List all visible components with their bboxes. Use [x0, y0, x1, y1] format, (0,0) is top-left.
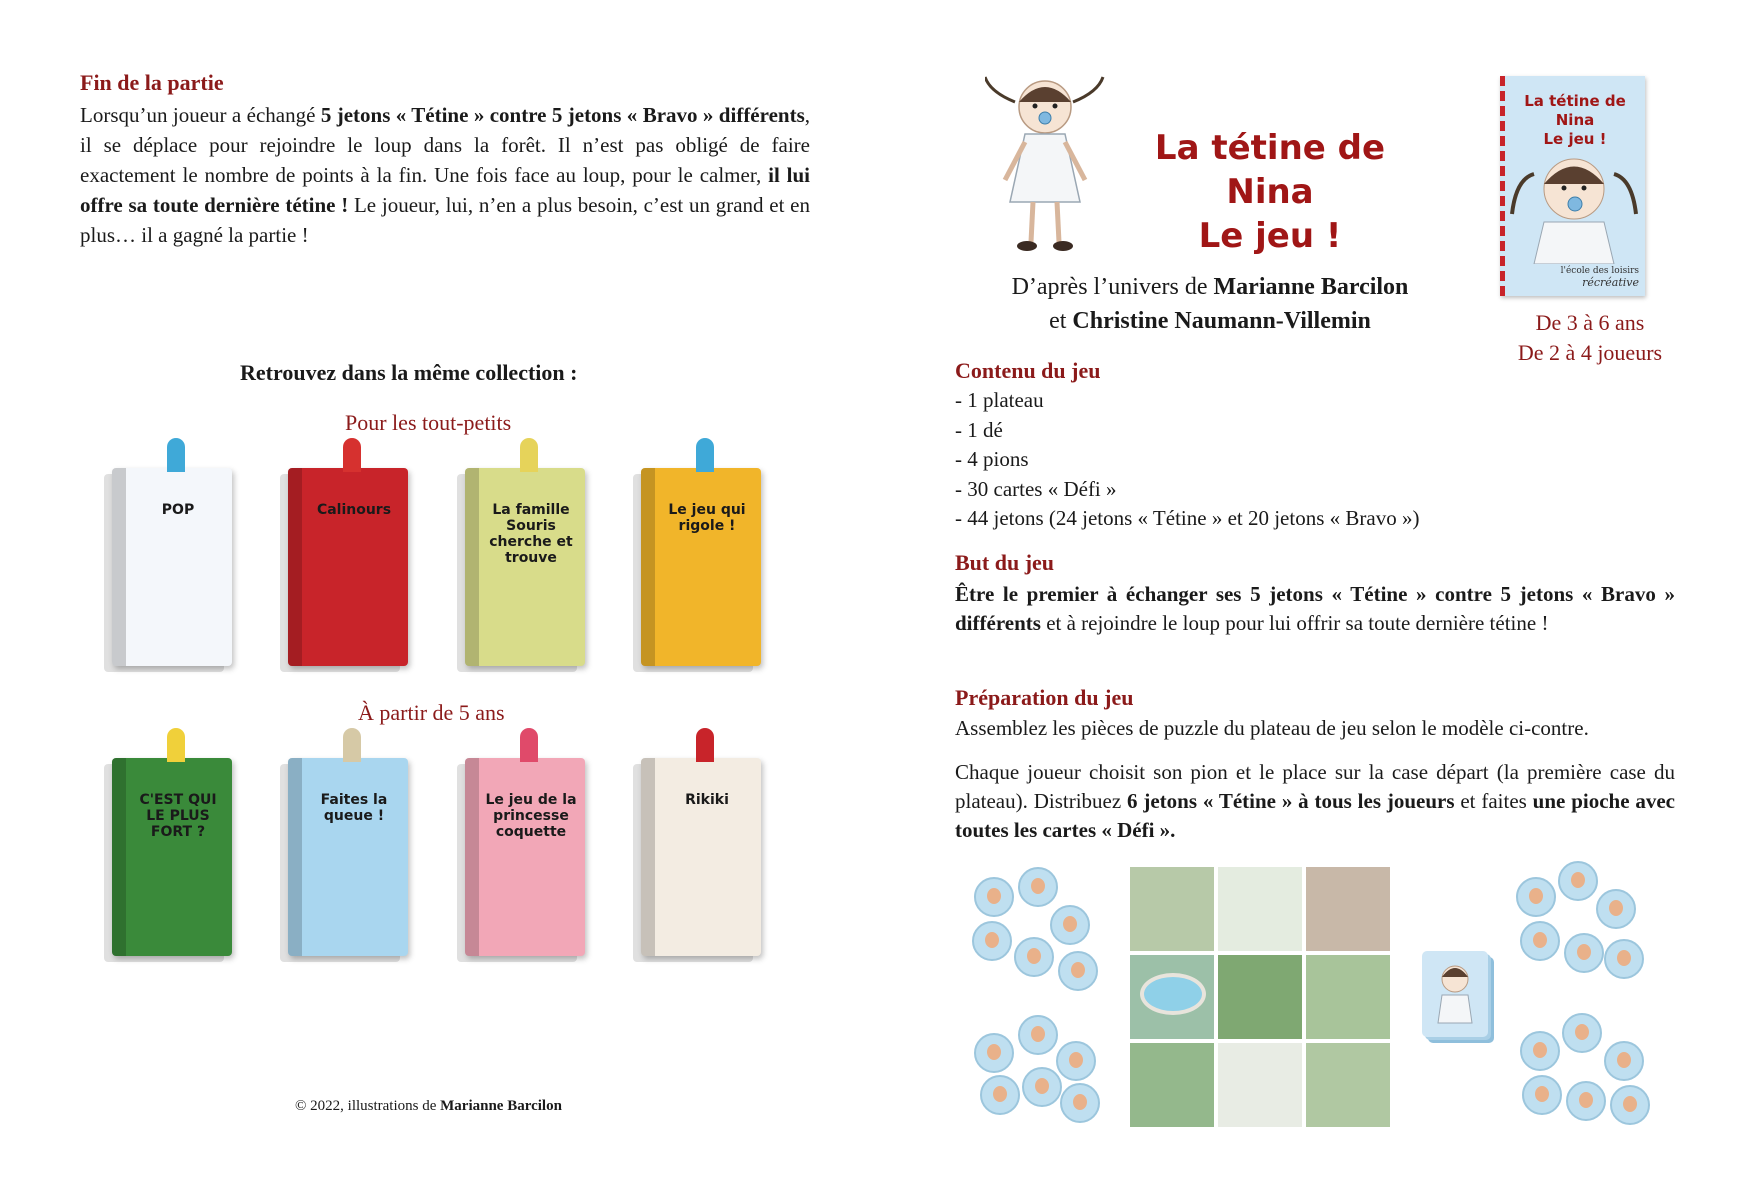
- box-tab: [343, 438, 361, 472]
- game-box: [112, 468, 232, 666]
- box-tab: [167, 438, 185, 472]
- tetine-token: [1562, 1013, 1602, 1053]
- tetine-token: [1564, 933, 1604, 973]
- tetine-token: [1018, 867, 1058, 907]
- box-tab: [343, 728, 361, 762]
- age-players-info: De 3 à 6 ans De 2 à 4 joueurs: [1517, 310, 1663, 365]
- copyright: © 2022, illustrations de Marianne Barcilon: [295, 1098, 562, 1114]
- tetine-token: [1610, 1085, 1650, 1125]
- credits: D’après l’univers de Marianne Barcilon et Christine Naumann-Villemin: [1011, 274, 1409, 334]
- box-tab: [520, 438, 538, 472]
- game-box: [112, 758, 232, 956]
- game-box: [288, 468, 408, 666]
- contents-item: - 1 plateau: [955, 388, 1044, 412]
- game-box-title: C'EST QUI LE PLUS FORT ?: [139, 792, 217, 840]
- tetine-token: [980, 1075, 1020, 1115]
- tetine-token: [1018, 1015, 1058, 1055]
- tetine-token: [1056, 1041, 1096, 1081]
- game-box-title: Le jeu de la princesse coquette: [485, 792, 577, 840]
- pool: [1140, 973, 1206, 1015]
- tetine-token: [1022, 1067, 1062, 1107]
- game-box-title: La famille Souris cherche et trouve: [489, 502, 573, 566]
- section-title-goal: But du jeu: [955, 550, 1055, 575]
- game-box: [288, 758, 408, 956]
- box-tab: [696, 438, 714, 472]
- tetine-token: [1566, 1081, 1606, 1121]
- subtitle-tout-petits: Pour les tout-petits: [345, 410, 512, 435]
- nina-card-icon: [1430, 957, 1480, 1027]
- tetine-token: [1050, 905, 1090, 945]
- game-box: [465, 758, 585, 956]
- tetine-token: [1558, 861, 1598, 901]
- game-box-title: POP: [161, 502, 195, 518]
- subtitle-five-years: À partir de 5 ans: [358, 700, 505, 725]
- tetine-token: [1058, 951, 1098, 991]
- collection-heading: Retrouvez dans la même collection :: [240, 360, 578, 385]
- tetine-token: [974, 1033, 1014, 1073]
- section-title-contents: Contenu du jeu: [955, 358, 1101, 383]
- game-box: [641, 758, 761, 956]
- tetine-token: [1014, 937, 1054, 977]
- game-box-title: Rikiki: [685, 792, 729, 808]
- tetine-token: [1520, 1031, 1560, 1071]
- section-title-prep: Préparation du jeu: [955, 685, 1134, 710]
- prep-paragraph-2: Chaque joueur choisit son pion et le place sur la case départ (la première case du plateau). Distribuez 6 jetons « Tétine » à tous les joueurs et faites une pioche avec toutes les cartes « Défi ».: [955, 760, 1676, 842]
- game-box-title: Faites la queue !: [320, 792, 388, 824]
- tetine-token: [972, 921, 1012, 961]
- game-box-title: Le jeu qui rigole !: [668, 502, 746, 534]
- tetine-token: [1516, 877, 1556, 917]
- goal-paragraph: Être le premier à échanger ses 5 jetons « Tétine » contre 5 jetons « Bravo » différents et à rejoindre le loup pour lui offrir sa toute dernière tétine !: [955, 582, 1675, 635]
- game-box-title: Calinours: [316, 502, 392, 518]
- contents-item: - 44 jetons (24 jetons « Tétine » et 20 jetons « Bravo »): [955, 506, 1420, 530]
- game-box: [641, 468, 761, 666]
- section-title-end: Fin de la partie: [80, 70, 224, 95]
- box-tab: [696, 728, 714, 762]
- tetine-token: [1060, 1083, 1100, 1123]
- contents-item: - 1 dé: [955, 417, 1003, 442]
- game-box: [465, 468, 585, 666]
- game-title: La tétine de Nina Le jeu !: [1154, 128, 1386, 256]
- tetine-token: [1522, 1075, 1562, 1115]
- contents-item: - 30 cartes « Défi »: [955, 476, 1117, 501]
- contents-item: - 4 pions: [955, 447, 1029, 471]
- tetine-token: [1604, 939, 1644, 979]
- tetine-token: [1596, 889, 1636, 929]
- cover-illustration: [1509, 144, 1639, 264]
- prep-paragraph-1: Assemblez les pièces de puzzle du plateau de jeu selon le modèle ci-contre.: [955, 716, 1589, 740]
- book-cover: La tétine de Nina Le jeu ! l'école des loisirs récréative: [1500, 76, 1645, 296]
- nina-illustration: [985, 62, 1105, 257]
- tetine-token: [974, 877, 1014, 917]
- box-tab: [167, 728, 185, 762]
- tetine-token: [1520, 921, 1560, 961]
- end-paragraph: Lorsqu’un joueur a échangé 5 jetons « Tétine » contre 5 jetons « Bravo » différents, il se déplace pour rejoindre le loup dans la forêt. Il n’est pas obligé de faire exactement le nombre de points à la fin. Une fois face au loup, pour le calmer, il lui offre sa toute dernière tétine ! Le joueur, lui, n’en a plus besoin, c’est un grand et en plus… il a gagné la partie !: [80, 103, 810, 247]
- contents-list: [955, 386, 1419, 534]
- box-tab: [520, 728, 538, 762]
- tetine-token: [1604, 1041, 1644, 1081]
- setup-illustration: [960, 855, 1690, 1130]
